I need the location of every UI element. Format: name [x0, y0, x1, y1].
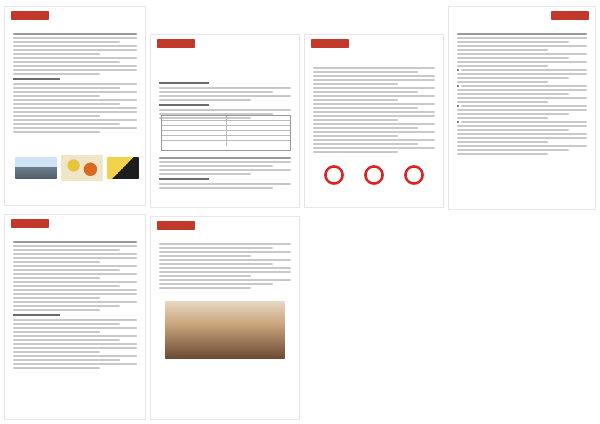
no-alcohol-sign-image	[361, 163, 387, 187]
document-body	[313, 67, 435, 155]
document-tabaco-alcohol[interactable]	[304, 34, 444, 208]
document-body	[457, 33, 587, 157]
document-body	[13, 33, 137, 135]
document-body	[159, 243, 291, 291]
document-conocimiento-cliente[interactable]	[448, 6, 596, 210]
safety-equipment-image	[61, 155, 103, 181]
traffic-sign-image	[107, 157, 139, 179]
no-smoking-sign-image	[321, 163, 347, 187]
document-tratamiento-datos[interactable]	[150, 34, 300, 208]
document-gestion-integral[interactable]	[4, 214, 146, 420]
truck-fleet-image	[15, 157, 57, 179]
supplier-meeting-image	[165, 301, 285, 359]
brand-logo	[157, 39, 195, 48]
document-compras-sostenibles[interactable]	[150, 216, 300, 420]
brand-logo	[11, 219, 49, 228]
no-drugs-sign-image	[401, 163, 427, 187]
document-body	[13, 241, 137, 371]
document-body-2	[159, 157, 291, 191]
brand-logo	[11, 11, 49, 20]
document-seguridad-vial[interactable]	[4, 6, 146, 206]
data-table	[161, 115, 291, 151]
brand-logo	[311, 39, 349, 48]
brand-logo	[551, 11, 589, 20]
brand-logo	[157, 221, 195, 230]
